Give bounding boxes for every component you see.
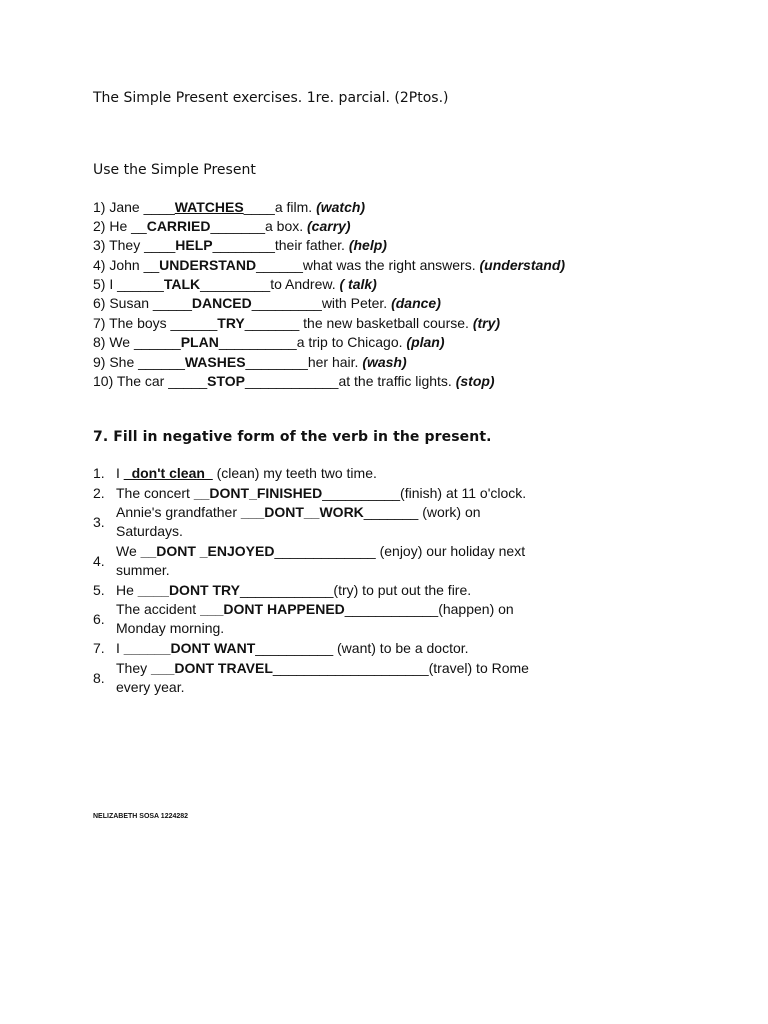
answer: STOP [207, 373, 246, 389]
list-number: 5. [93, 582, 105, 598]
negative-item-6: The accident ___DONT HAPPENED____________(happen) on Monday morning. [116, 601, 514, 636]
negative-item-1: I _don't clean_ (clean) my teeth two time. [116, 465, 377, 481]
exercise-item-2: 2) He __CARRIED_______a box. (carry) [93, 218, 351, 234]
section-heading-negative-form: 7. Fill in negative form of the verb in the present. [93, 429, 492, 445]
verb-hint: (plan) [406, 334, 445, 350]
answer: __DONT_FINISHED [193, 485, 323, 501]
answer: WASHES [184, 354, 246, 370]
answer: TRY [217, 315, 245, 331]
list-number: 1. [93, 465, 105, 481]
answer: TALK [163, 276, 201, 292]
verb-hint: (help) [348, 237, 387, 253]
page-title: The Simple Present exercises. 1re. parcial. (2Ptos.) [93, 90, 449, 106]
answer: DANCED [191, 295, 252, 311]
exercise-item-5: 5) I ______TALK_________to Andrew. ( talk) [93, 276, 377, 292]
answer: ___DONT HAPPENED [200, 601, 345, 617]
verb-hint: (understand) [479, 257, 566, 273]
list-number: 2. [93, 485, 105, 501]
list-number: 4. [93, 553, 105, 569]
author-footer: NELIZABETH SOSA 1224282 [93, 813, 189, 820]
answer: CARRIED [146, 218, 211, 234]
exercise-item-9: 9) She ______WASHES________her hair. (wash) [93, 354, 407, 370]
answer: __DONT _ENJOYED [140, 543, 275, 559]
verb-hint: (dance) [391, 295, 441, 311]
verb-hint: ( talk) [339, 276, 377, 292]
exercise-item-10: 10) The car _____STOP____________at the traffic lights. (stop) [93, 373, 495, 389]
exercise-item-3: 3) They ____HELP________their father. (help) [93, 237, 387, 253]
answer: ___DONT__WORK [240, 504, 364, 520]
verb-hint: (watch) [316, 199, 366, 215]
negative-item-7: I ______DONT WANT__________ (want) to be a doctor. [116, 640, 469, 656]
negative-item-4: We __DONT _ENJOYED_____________ (enjoy) our holiday next summer. [116, 543, 526, 578]
list-number: 7. [93, 640, 105, 656]
negative-item-3: Annie's grandfather ___DONT__WORK_______ (work) on Saturdays. [116, 504, 481, 539]
exercise-item-6: 6) Susan _____DANCED_________with Peter. (dance) [93, 295, 441, 311]
answer: HELP [175, 237, 213, 253]
answer: ____DONT TRY [137, 582, 240, 598]
negative-item-5: He ____DONT TRY____________(try) to put out the fire. [116, 582, 472, 598]
answer: WATCHES [174, 199, 244, 215]
verb-hint: (wash) [362, 354, 407, 370]
answer: UNDERSTAND [159, 257, 257, 273]
exercise-item-4: 4) John __UNDERSTAND______what was the right answers. (understand) [93, 257, 566, 273]
verb-hint: (carry) [307, 218, 351, 234]
verb-hint: (stop) [455, 373, 495, 389]
answer: ___DONT TRAVEL [151, 660, 273, 676]
negative-item-8: They ___DONT TRAVEL____________________(travel) to Rome every year. [116, 660, 529, 695]
verb-hint: (try) [472, 315, 501, 331]
answer: PLAN [180, 334, 219, 350]
answer: _don't clean_ [123, 465, 213, 481]
exercise-item-7: 7) The boys ______TRY_______ the new basketball course. (try) [93, 315, 501, 331]
list-number: 6. [93, 611, 105, 627]
list-number: 3. [93, 514, 105, 530]
negative-item-2: The concert __DONT_FINISHED__________(finish) at 11 o'clock. [116, 485, 527, 501]
answer: ______DONT WANT [123, 640, 256, 656]
exercise-item-8: 8) We ______PLAN__________a trip to Chicago. (plan) [93, 334, 445, 350]
section-heading-simple-present: Use the Simple Present [93, 162, 256, 178]
exercise-item-1: 1) Jane ____WATCHES____a film. (watch) [93, 199, 366, 215]
list-number: 8. [93, 670, 105, 686]
